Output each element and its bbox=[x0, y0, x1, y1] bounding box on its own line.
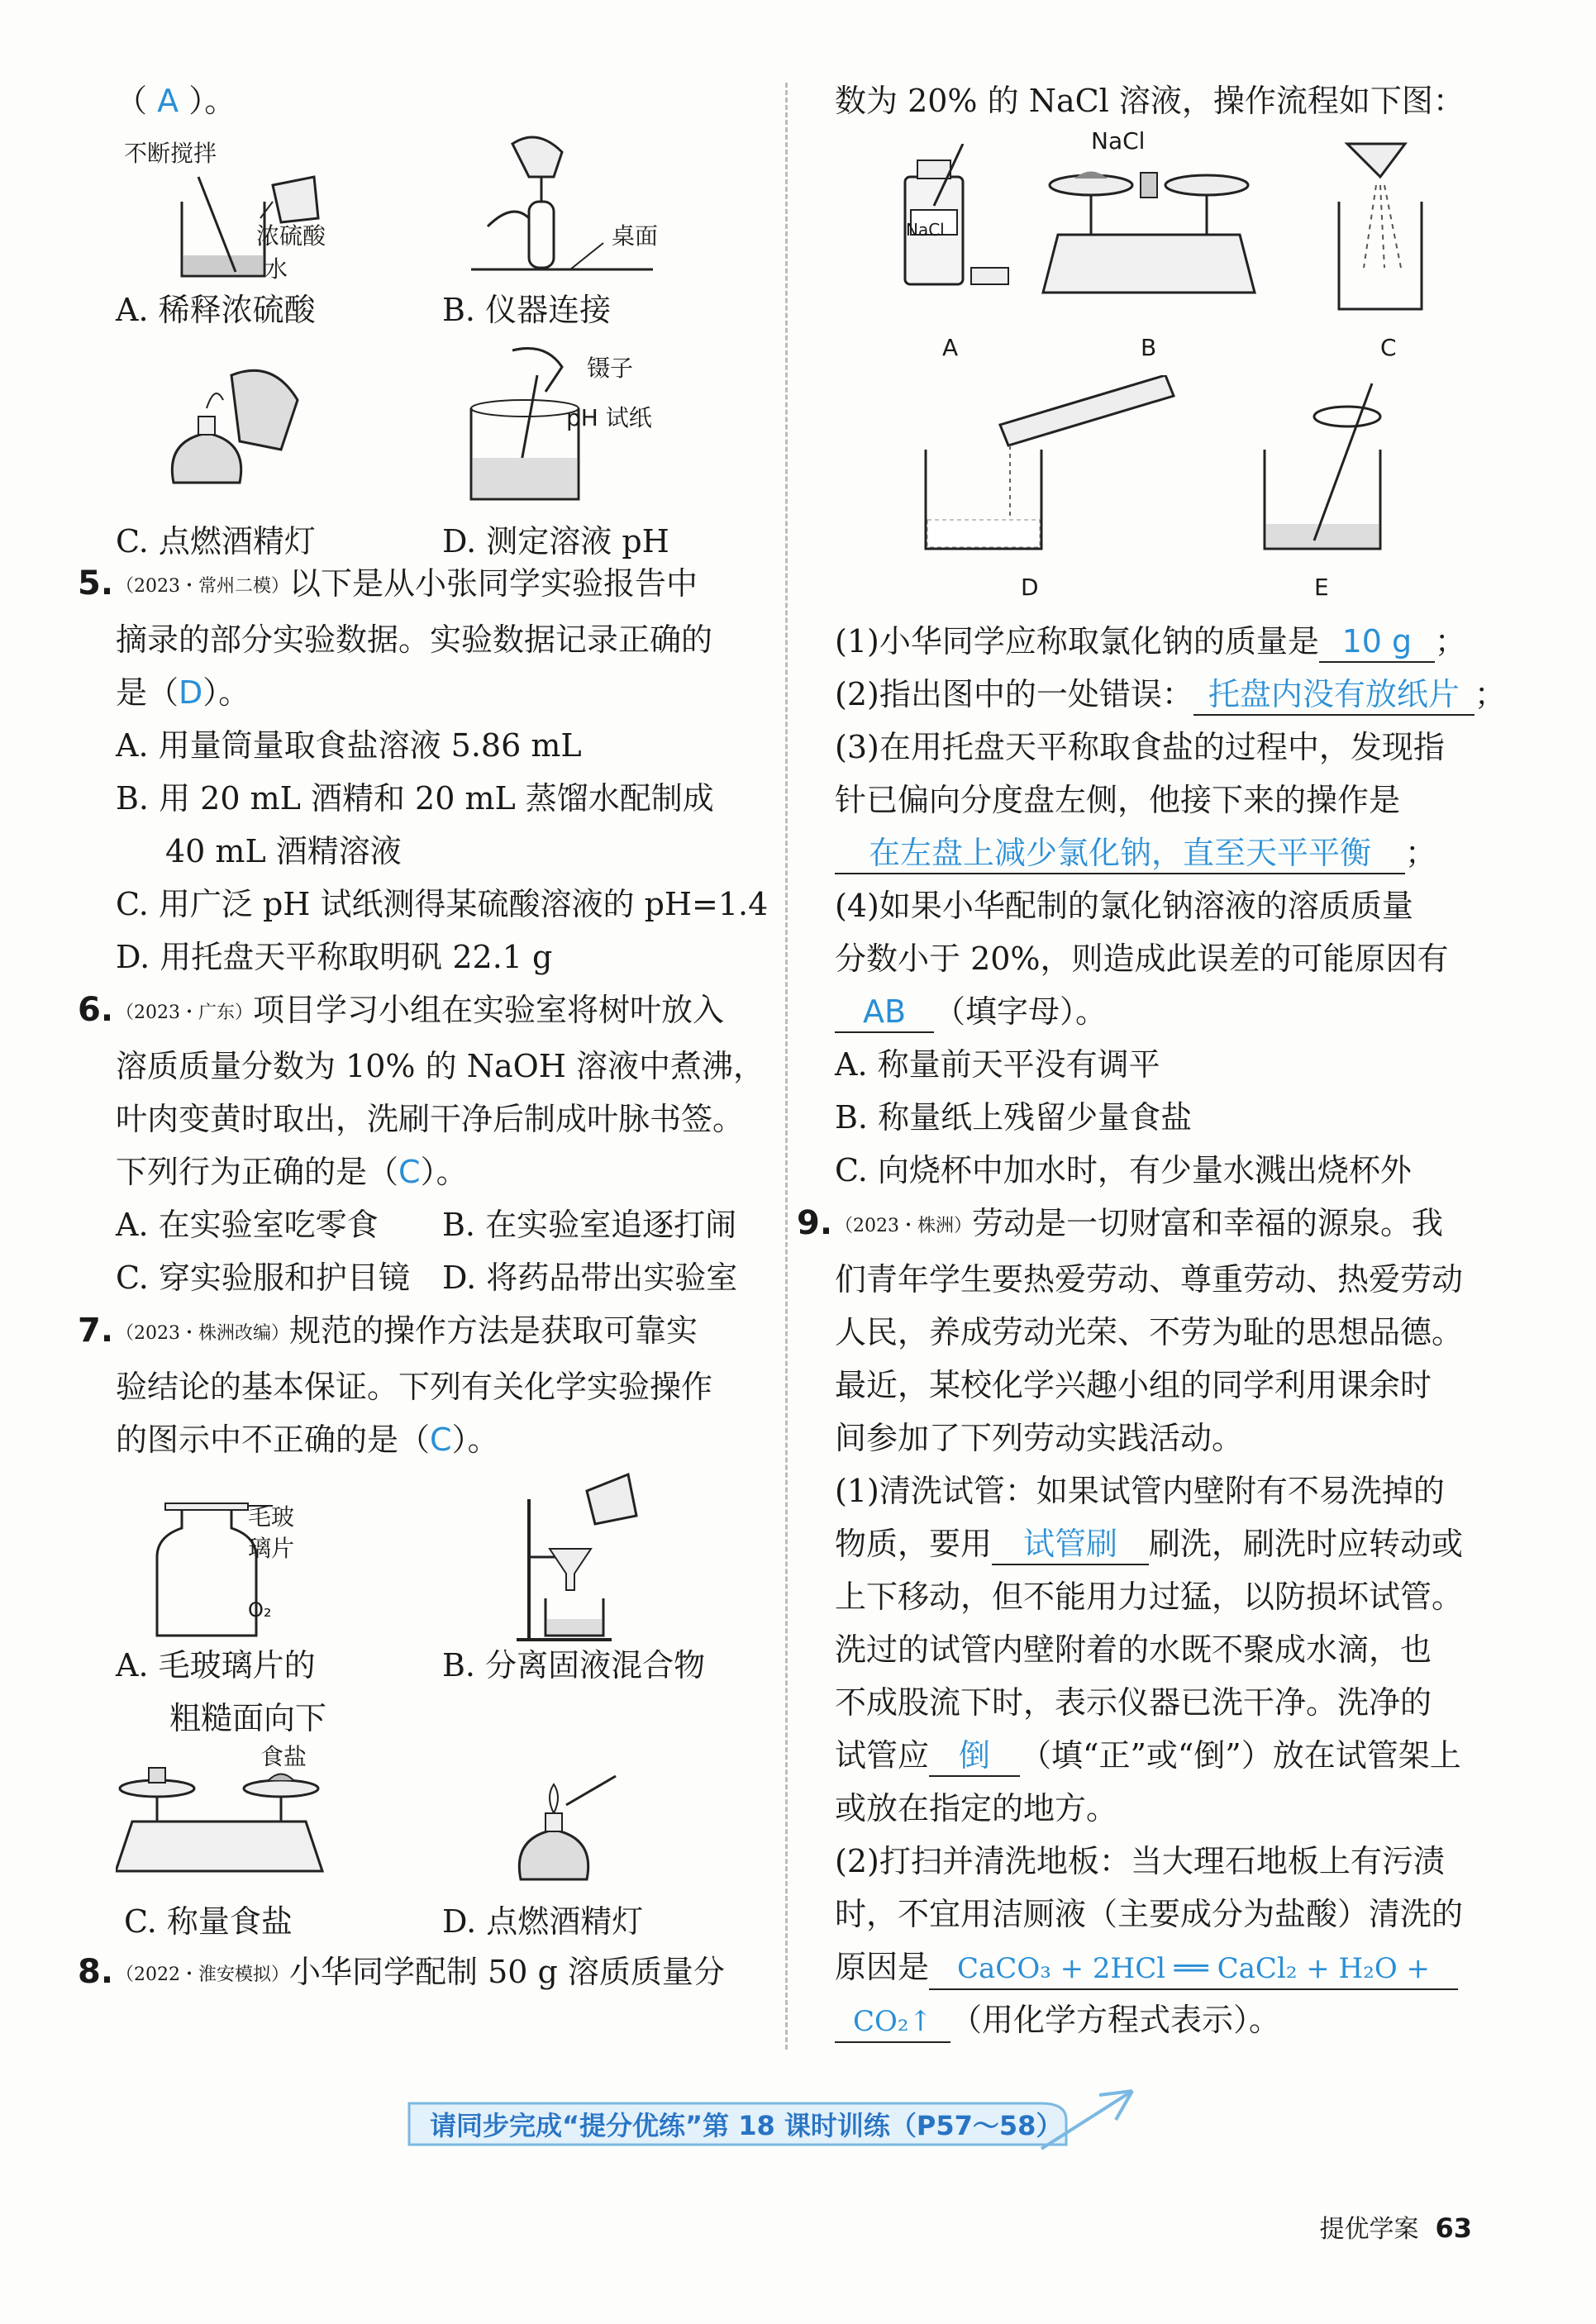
q6-answer: C bbox=[398, 1154, 421, 1190]
q7-option-a-line1: A. 毛玻璃片的 bbox=[116, 1647, 316, 1683]
balance-weighing-icon bbox=[1041, 160, 1256, 301]
q7-answer: C bbox=[430, 1422, 452, 1458]
alcohol-lamp-match-icon bbox=[512, 1772, 628, 1888]
q9-answer-3-cont: CO₂↑ bbox=[835, 2002, 950, 2043]
stir-solution-icon bbox=[1248, 375, 1413, 557]
q4-answer-line: （ A ）。 bbox=[116, 83, 236, 119]
q9-answer-3: CaCO₃ + 2HCl ══ CaCl₂ + H₂O + bbox=[929, 1949, 1458, 1990]
q4-figure-row1: 不断搅拌 浓硫酸 水 A. 稀释浓硫酸 桌面 B. 仪器连接 bbox=[116, 127, 769, 326]
question-5: 5. （2023・常州二模）以下是从小张同学实验报告中 摘录的部分实验数据。实验数据记录正确的 是（D）。 A. 用量筒量取食盐溶液 5.86 mL B. 用 20 mL 酒精和 20 mL 蒸馏水配制成 40 mL 酒精溶液 C. 用广泛 pH 试纸测得某硫酸溶液的 pH=1.4 D. 用托盘天平称取明矾 22.1 g bbox=[78, 564, 769, 975]
q7-option-a-line2: 粗糙面向下 bbox=[169, 1700, 327, 1736]
pour-water-icon bbox=[917, 375, 1182, 557]
question-9: 9. （2023・株洲）劳动是一切财富和幸福的源泉。我 们青年学生要热爱劳动、尊重劳动、热爱劳动 人民，养成劳动光荣、不劳为耻的思想品德。 最近，某校化学兴趣小组的同学利用课余时 间参加了下列劳动实践活动。 (1)清洗试管：如果试管内壁附有不易洗掉的 物质，要用 试管刷 刷洗，刷洗时应转动或 上下移动，但不能用力过猛，以防损坏试管。 洗过的试管内壁附着的水既不聚成水滴，也 不成股流下时，表示仪器已洗干净。洗净的 试管应 倒 （填“正”或“倒”）放在试管架上 或放在指定的地方。 (2)打扫并清洗地板：当大理石地板上有污渍 时，不宜用洁厕液（主要成分为盐酸）清洗的 原因是 CaCO₃ + 2HCl ══ CaCl₂ + H₂O + CO₂↑ （用化学方程式表示）。 bbox=[835, 1197, 1496, 2046]
footer-label: 提优学案 bbox=[1319, 2215, 1419, 2244]
right-column: 数为 20% 的 NaCl 溶液，操作流程如下图： NaCl A NaCl B C D E (1)小华同学应称取氯化钠的质量是 10 g ； (2)指出图中的一处错误： 托盘内没有放纸片 ； (3)在用托盘天平称取食盐的过程中，发现指 针已偏向分度盘左侧，他接下来的操作是 在左盘上减少氯化钠，直至天平平衡 ； (4)如果小华配制的氯化钠溶液的溶质质量 分数小于 20%，则造成此误差的可能原因有 AB （填字母）。 A. 称量前天平没有调平 B. 称量纸上残留少量食盐 C. 向烧杯中加水时，有少量水溅出烧杯外 9. （2023・株洲）劳动是一切财富和幸福的源泉。我 们青年学生要热爱劳动、尊重劳动、热爱劳动 人民，养成劳动光荣、不劳为耻的思想品德。 最近，某校化学兴趣小组的同学利用课余时 间参加了下列劳动实践活动。 (1)清洗试管：如果试管内壁附有不易洗掉的 物质，要用 试管刷 刷洗，刷洗时应转动或 上下移动，但不能用力过猛，以防损坏试管。 洗过的试管内壁附着的水既不聚成水滴，也 不成股流下时，表示仪器已洗干净。洗净的 试管应 倒 （填“正”或“倒”）放在试管架上 或放在指定的地方。 (2)打扫并清洗地板：当大理石地板上有污渍 时，不宜用洁厕液（主要成分为盐酸）清洗的 原因是 CaCO₃ + 2HCl ══ CaCl₂ + H₂O + CO₂↑ （用化学方程式表示）。 bbox=[835, 74, 1496, 2046]
question-7: 7. （2023・株洲改编）规范的操作方法是获取可靠实 验结论的基本保证。下列有关化学实验操作 的图示中不正确的是（C）。 bbox=[78, 1312, 713, 1458]
practice-banner bbox=[405, 2087, 1149, 2161]
page-number: 63 bbox=[1435, 2212, 1472, 2244]
q9-answer-1: 试管刷 bbox=[992, 1524, 1149, 1565]
funnel-beaker-icon bbox=[1331, 136, 1446, 317]
q8-part1-answer: 10 g bbox=[1319, 621, 1435, 663]
balance-salt-icon bbox=[116, 1764, 331, 1879]
q8-part2-answer: 托盘内没有放纸片 bbox=[1193, 674, 1475, 716]
left-column bbox=[78, 74, 769, 2002]
q4-figure-row2: C. 点燃酒精灯 镊子 pH 试纸 D. 测定溶液 pH bbox=[116, 326, 769, 557]
column-divider bbox=[785, 83, 788, 2050]
q7-figure-row1: 毛玻 璃片 O₂ A. 毛玻璃片的 粗糙面向下 B. 分离固液混合物 bbox=[116, 1466, 769, 1739]
banner-text: 请同步完成“提分优练”第 18 课时训练（P57～58） bbox=[430, 2110, 1063, 2141]
q7-option-c: C. 称量食盐 bbox=[124, 1903, 293, 1940]
q7-option-b: B. 分离固液混合物 bbox=[442, 1647, 706, 1683]
q8-part3-answer: 在左盘上减少氯化钠，直至天平平衡 bbox=[835, 833, 1405, 874]
q8-figure-row2: D E bbox=[835, 375, 1496, 615]
q4-answer: A bbox=[157, 83, 179, 119]
q4-option-d: D. 测定溶液 pH bbox=[442, 523, 669, 560]
filtration-icon bbox=[512, 1466, 678, 1648]
question-6: 6. （2023・广东）项目学习小组在实验室将树叶放入 溶质质量分数为 10% 的 NaOH 溶液中煮沸， 叶肉变黄时取出，洗刷干净后制成叶脉书签。 下列行为正确的是（C）。 A. 在实验室吃零食 B. 在实验室追逐打闹 C. 穿实验服和护目镜 D. 将药品带出实验室 bbox=[78, 991, 765, 1296]
q5-answer: D bbox=[179, 674, 203, 711]
question-8-start: 8. （2022・淮安模拟）小华同学配制 50 g 溶质质量分 bbox=[78, 1953, 725, 1991]
q4-option-b: B. 仪器连接 bbox=[442, 292, 612, 328]
q8-part2: (2)指出图中的一处错误： 托盘内没有放纸片 ； bbox=[835, 668, 1496, 721]
q4-option-c: C. 点燃酒精灯 bbox=[116, 523, 316, 560]
q7-option-d: D. 点燃酒精灯 bbox=[442, 1903, 644, 1940]
q9-answer-2: 倒 bbox=[929, 1736, 1020, 1777]
q8-part4-answer: AB bbox=[835, 992, 934, 1033]
q4-option-a: A. 稀释浓硫酸 bbox=[116, 292, 316, 328]
q8-part1: (1)小华同学应称取氯化钠的质量是 10 g ； bbox=[835, 615, 1496, 668]
q8-part4-answer-line: AB （填字母）。 bbox=[835, 985, 1496, 1038]
q8-figure-row1: NaCl A NaCl B C bbox=[835, 127, 1496, 375]
q8-part3-answer-line: 在左盘上减少氯化钠，直至天平平衡 ； bbox=[835, 826, 1496, 879]
nacl-bottle-icon bbox=[884, 144, 1017, 293]
q7-figure-row2: 食盐 C. 称量食盐 D. 点燃酒精灯 bbox=[116, 1739, 769, 1945]
alcohol-lamp-lighting-icon bbox=[157, 359, 322, 491]
tube-connection-icon bbox=[463, 127, 661, 276]
page-footer bbox=[1319, 2208, 1472, 2245]
